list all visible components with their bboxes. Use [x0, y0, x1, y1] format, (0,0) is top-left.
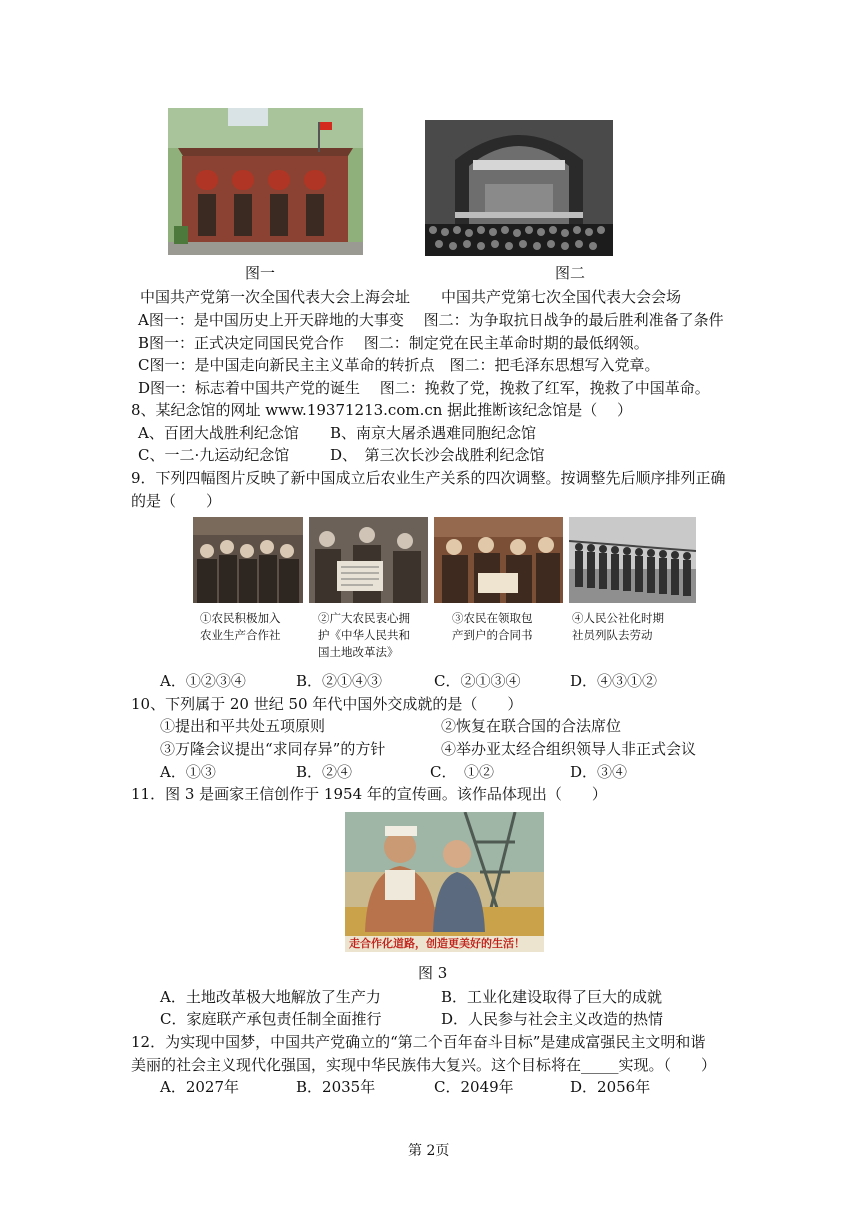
cooperative-illustration	[193, 517, 303, 603]
q9-caption-3-line2: 产到户的合同书	[452, 628, 533, 642]
photo-peoples-commune	[569, 517, 696, 603]
q12-stem-line1: 12．为实现中国梦，中国共产党确立的“第二个百年奋斗目标”是建成富强民主文明和谐	[131, 1033, 706, 1051]
propaganda-poster	[345, 812, 544, 952]
q9-option-c: C．②①③④	[434, 672, 521, 690]
poster-illustration	[345, 812, 544, 952]
q10-option-a: A．①③	[160, 763, 216, 781]
q10-stem: 10、下列属于 20 世纪 50 年代中国外交成就的是（ ）	[131, 695, 523, 713]
q12-option-b: B．2035年	[296, 1078, 376, 1096]
q9-caption-2-line2: 护《中华人民共和	[318, 628, 410, 642]
hall-illustration	[425, 120, 613, 256]
q8-option-d: D、 第三次长沙会战胜利纪念馆	[330, 446, 545, 464]
photo-seventh-congress-hall	[425, 120, 613, 256]
q8-option-a: A、百团大战胜利纪念馆	[138, 424, 299, 442]
q9-caption-4-line2: 社员列队去劳动	[572, 628, 653, 642]
q9-caption-4-line1: ④人民公社化时期	[572, 611, 664, 625]
photo-household-contract	[434, 517, 563, 603]
building-illustration	[168, 108, 363, 255]
q9-caption-2-line1: ②广大农民衷心拥	[318, 611, 410, 625]
q7-option-c: C图一：是中国走向新民主主义革命的转折点 图二：把毛泽东思想写入党章。	[138, 356, 660, 374]
q12-option-c: C．2049年	[434, 1078, 514, 1096]
q10-item-1: ①提出和平共处五项原则	[160, 717, 326, 735]
q9-option-a: A．①②③④	[160, 672, 246, 690]
q11-option-b: B．工业化建设取得了巨大的成就	[441, 988, 663, 1006]
q9-caption-3	[452, 610, 533, 644]
q11-stem: 11．图 3 是画家王信创作于 1954 年的宣传画。该作品体现出（ ）	[131, 785, 607, 803]
fig1-caption: 中国共产党第一次全国代表大会上海会址	[140, 288, 411, 306]
fig2-label: 图二	[555, 264, 586, 282]
q10-option-d: D．③④	[570, 763, 628, 781]
q9-caption-1-line2: 农业生产合作社	[200, 628, 281, 642]
q11-option-a: A．土地改革极大地解放了生产力	[160, 988, 381, 1006]
q8-option-c: C、一二·九运动纪念馆	[138, 446, 290, 464]
fig3-label: 图 3	[418, 964, 448, 982]
q9-stem-line2: 的是（ ）	[131, 492, 222, 510]
q9-option-b: B．②①④③	[296, 672, 383, 690]
q9-option-d: D．④③①②	[570, 672, 658, 690]
q9-caption-1	[200, 610, 281, 644]
q11-option-d: D．人民参与社会主义改造的热情	[441, 1010, 664, 1028]
q9-caption-2-line3: 国土地改革法》	[318, 645, 399, 659]
photo-first-congress-site	[168, 108, 363, 255]
q10-option-b: B．②④	[296, 763, 353, 781]
peoples-commune-illustration	[569, 517, 696, 603]
page-number: 第 2页	[408, 1143, 450, 1159]
q9-caption-1-line1: ①农民积极加入	[200, 611, 281, 625]
q9-caption-3-line1: ③农民在领取包	[452, 611, 533, 625]
fig1-label: 图一	[245, 264, 276, 282]
q7-option-b: B图一：正式决定同国民党合作 图二：制定党在民主革命时期的最低纲领。	[138, 334, 649, 352]
q12-option-a: A．2027年	[160, 1078, 240, 1096]
q10-option-c: C． ①②	[430, 763, 494, 781]
q12-stem-line2: 美丽的社会主义现代化强国，实现中华民族伟大复兴。这个目标将在_____实现。（ ）	[131, 1056, 717, 1074]
q12-option-d: D．2056年	[570, 1078, 651, 1096]
fig2-caption: 中国共产党第七次全国代表大会会场	[441, 288, 682, 306]
land-reform-illustration	[309, 517, 428, 603]
q9-stem-line1: 9．下列四幅图片反映了新中国成立后农业生产关系的四次调整。按调整先后顺序排列正确	[131, 469, 726, 487]
q7-option-d: D图一：标志着中国共产党的诞生 图二：挽救了党，挽救了红军，挽救了中国革命。	[138, 379, 710, 397]
q10-item-2: ②恢复在联合国的合法席位	[441, 717, 622, 735]
photo-cooperative	[193, 517, 303, 603]
q8-option-b: B、南京大屠杀遇难同胞纪念馆	[330, 424, 537, 442]
q10-item-4: ④举办亚太经合组织领导人非正式会议	[441, 740, 697, 758]
q9-caption-4	[572, 610, 664, 644]
q10-item-3: ③万隆会议提出“求同存异”的方针	[160, 740, 386, 758]
poster-slogan: 走合作化道路，创造更美好的生活！	[349, 937, 525, 950]
household-contract-illustration	[434, 517, 563, 603]
q9-caption-2	[318, 610, 410, 661]
q11-option-c: C．家庭联产承包责任制全面推行	[160, 1010, 382, 1028]
photo-land-reform	[309, 517, 428, 603]
q8-stem: 8、某纪念馆的网址 www.19371213.com.cn 据此推断该纪念馆是（ ）	[131, 401, 632, 419]
q7-option-a: A图一：是中国历史上开天辟地的大事变 图二：为争取抗日战争的最后胜利准备了条件	[138, 311, 724, 329]
